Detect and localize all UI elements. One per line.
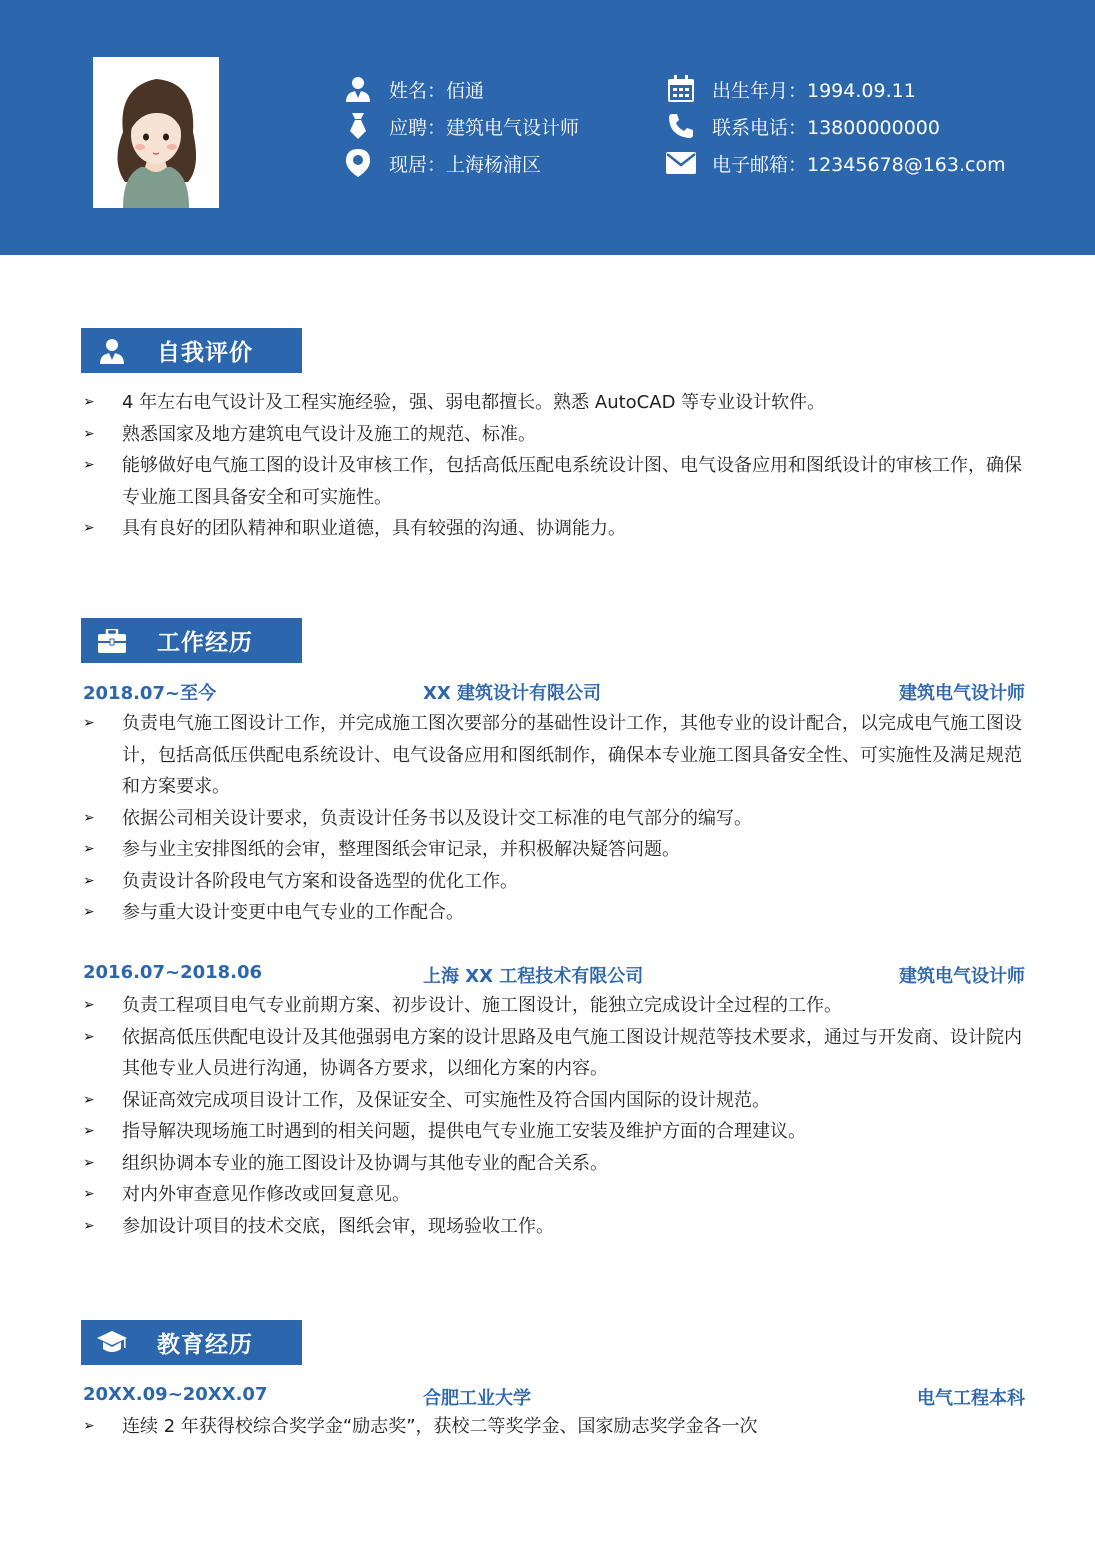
- list-item: ➢ 负责工程项目电气专业前期方案、初步设计、施工图设计，能独立完成设计全过程的工作。: [83, 990, 1038, 1022]
- info-position: [343, 111, 579, 141]
- section-title-work: [81, 618, 302, 663]
- section-title-self-eval: [81, 328, 302, 373]
- job-company: 上海 XX 工程技术有限公司: [423, 966, 644, 987]
- info-position-text: 应聘：建筑电气设计师: [389, 116, 580, 139]
- bullet-arrow-icon: ➢: [83, 1217, 95, 1234]
- bullet-arrow-icon: ➢: [83, 1154, 95, 1171]
- envelope-icon: [666, 148, 696, 178]
- job-role: 建筑电气设计师: [899, 683, 1025, 704]
- bullet-arrow-icon: ➢: [83, 1091, 95, 1108]
- list-item: ➢ 具有良好的团队精神和职业道德，具有较强的沟通、协调能力。: [83, 513, 1038, 545]
- list-item: ➢ 依据公司相关设计要求，负责设计任务书以及设计交工标准的电气部分的编写。: [83, 803, 1038, 835]
- info-birth-text: 出生年月：1994.09.11: [712, 79, 916, 102]
- avatar-photo: [93, 57, 219, 208]
- list-item: ➢ 参与业主安排图纸的会审，整理图纸会审记录，并积极解决疑答问题。: [83, 834, 1038, 866]
- bullet-arrow-icon: ➢: [83, 520, 95, 536]
- list-item: ➢ 保证高效完成项目设计工作，及保证安全、可实施性及符合国内国际的设计规范。: [83, 1085, 1038, 1117]
- graduation-cap-icon: [97, 1328, 127, 1358]
- list-item: ➢ 连续 2 年获得校综合奖学金“励志奖”，获校二等奖学金、国家励志奖学金各一次: [83, 1411, 1038, 1443]
- section-title-education: [81, 1320, 302, 1365]
- job-header-row: [83, 677, 1025, 707]
- avatar-illustration: [93, 57, 219, 208]
- info-residence: [343, 148, 541, 178]
- education-degree: 电气工程本科: [917, 1388, 1025, 1409]
- education-date: 20XX.09~20XX.07: [83, 1384, 268, 1405]
- info-phone: [666, 111, 940, 141]
- person-icon: [343, 74, 373, 104]
- job-company: XX 建筑设计有限公司: [423, 683, 602, 704]
- briefcase-icon: [97, 626, 127, 656]
- tie-icon: [343, 111, 373, 141]
- person-icon: [97, 336, 127, 366]
- job-role: 建筑电气设计师: [899, 966, 1025, 987]
- bullet-arrow-icon: ➢: [83, 809, 95, 826]
- list-item: ➢ 4 年左右电气设计及工程实施经验，强、弱电都擅长。熟悉 AutoCAD 等专业设计软件。: [83, 387, 1038, 419]
- list-item: ➢ 负责电气施工图设计工作，并完成施工图次要部分的基础性设计工作，其他专业的设计配合，以完成电气施工图设计，包括高低压供配电系统设计、电气设备应用和图纸制作，确保本专业施工图具备安全性、可实施性及满足规范和方案要求。: [83, 708, 1038, 803]
- bullet-arrow-icon: ➢: [83, 457, 95, 473]
- info-residence-text: 现居：上海杨浦区: [389, 153, 542, 176]
- info-email-text: 电子邮箱：12345678@163.com: [712, 153, 1006, 176]
- list-item: ➢ 负责设计各阶段电气方案和设备选型的优化工作。: [83, 866, 1038, 898]
- info-email: [666, 148, 1006, 178]
- job-duty-list: [83, 708, 1038, 929]
- list-item: ➢ 熟悉国家及地方建筑电气设计及施工的规范、标准。: [83, 419, 1038, 451]
- location-pin-icon: [343, 148, 373, 178]
- bullet-arrow-icon: ➢: [83, 1186, 95, 1202]
- list-item: ➢ 对内外审查意见作修改或回复意见。: [83, 1179, 1038, 1211]
- section-title-text: 教育经历: [157, 1332, 253, 1358]
- bullet-arrow-icon: ➢: [83, 1123, 95, 1139]
- job-date: 2016.07~2018.06: [83, 962, 263, 983]
- bullet-arrow-icon: ➢: [83, 1418, 95, 1434]
- info-name: [343, 74, 484, 104]
- list-item: ➢ 能够做好电气施工图的设计及审核工作，包括高低压配电系统设计图、电气设备应用和图纸设计的审核工作，确保专业施工图具备安全和可实施性。: [83, 450, 1038, 513]
- info-phone-text: 联系电话：13800000000: [712, 116, 940, 139]
- job-date: 2018.07~至今: [83, 683, 217, 704]
- bullet-arrow-icon: ➢: [83, 715, 95, 731]
- info-name-text: 姓名：佰通: [389, 79, 485, 102]
- list-item: ➢ 指导解决现场施工时遇到的相关问题，提供电气专业施工安装及维护方面的合理建议。: [83, 1116, 1038, 1148]
- bullet-arrow-icon: ➢: [83, 872, 95, 889]
- header-banner: [0, 0, 1095, 255]
- section-title-text: 自我评价: [157, 340, 253, 366]
- bullet-arrow-icon: ➢: [83, 997, 95, 1013]
- bullet-arrow-icon: ➢: [83, 841, 95, 857]
- education-school: 合肥工业大学: [423, 1388, 531, 1409]
- bullet-arrow-icon: ➢: [83, 394, 95, 410]
- calendar-icon: [666, 74, 696, 104]
- bullet-arrow-icon: ➢: [83, 1028, 95, 1045]
- education-list: [83, 1411, 1038, 1443]
- list-item: ➢ 参加设计项目的技术交底，图纸会审，现场验收工作。: [83, 1211, 1038, 1243]
- list-item: ➢ 参与重大设计变更中电气专业的工作配合。: [83, 897, 1038, 929]
- self-eval-list: [83, 387, 1038, 545]
- bullet-arrow-icon: ➢: [83, 904, 95, 920]
- education-header-row: [83, 1382, 1025, 1412]
- bullet-arrow-icon: ➢: [83, 425, 95, 442]
- list-item: ➢ 组织协调本专业的施工图设计及协调与其他专业的配合关系。: [83, 1148, 1038, 1180]
- job-header-row: [83, 960, 1025, 990]
- section-title-text: 工作经历: [157, 630, 253, 656]
- job-duty-list: [83, 990, 1038, 1242]
- phone-icon: [666, 111, 696, 141]
- info-birth: [666, 74, 916, 104]
- list-item: ➢ 依据高低压供配电设计及其他强弱电方案的设计思路及电气施工图设计规范等技术要求，通过与开发商、设计院内其他专业人员进行沟通，协调各方要求，以细化方案的内容。: [83, 1022, 1038, 1085]
